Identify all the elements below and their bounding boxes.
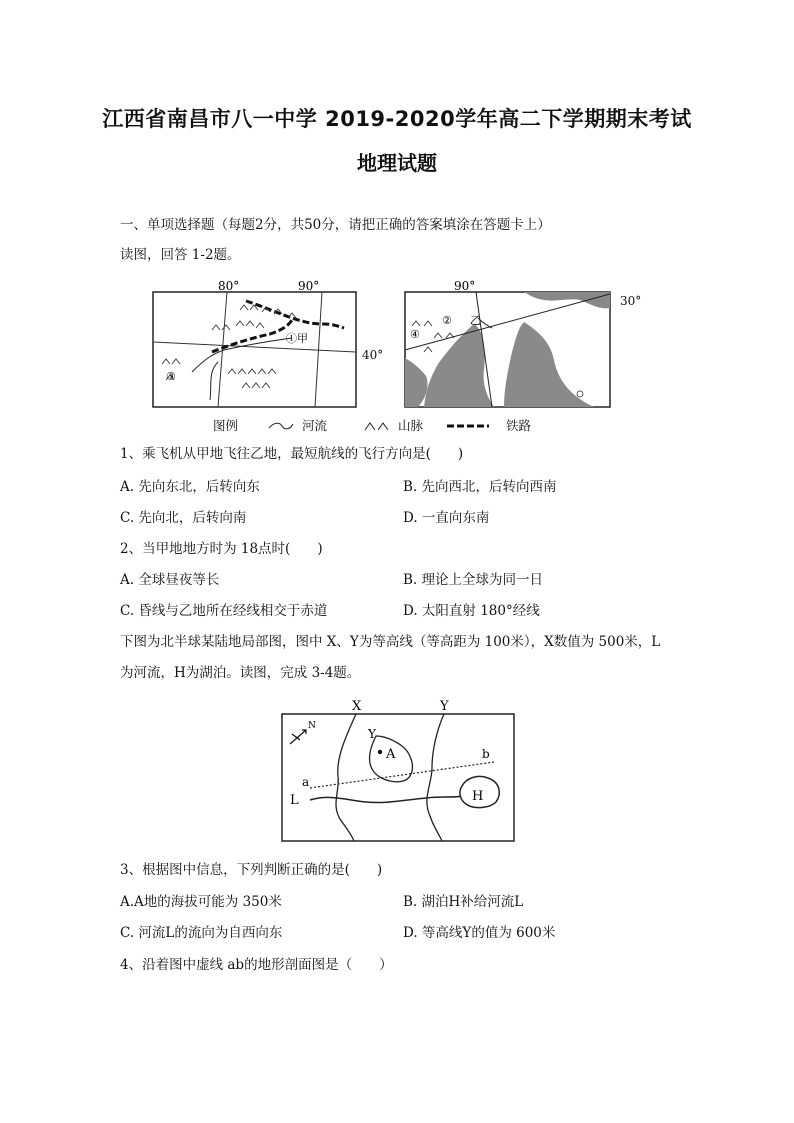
legend-mountain: 山脉 (398, 418, 424, 433)
legend-mountain-symbol (364, 420, 390, 432)
label-a-end: a (302, 775, 310, 789)
label-x: X (352, 699, 362, 714)
intro-q3-4-line1: 下图为北半球某陆地局部图，图中 X、Y为等高线（等高距为 100米），X数值为 500米，L (120, 634, 661, 650)
q2-option-d: D. 太阳直射 180°经线 (403, 603, 540, 619)
legend-river: 河流 (302, 418, 328, 433)
q3-option-d: D. 等高线Y的值为 600米 (403, 925, 556, 941)
label-80: 80° (218, 280, 240, 293)
section-header: 一、单项选择题（每题2分，共50分，请把正确的答案填涂在答题卡上） (120, 217, 551, 233)
q1-option-b: B. 先向西北，后转向西南 (403, 479, 557, 495)
contour-map (276, 696, 520, 846)
label-n: N (308, 721, 316, 731)
legend-title: 图例 (213, 418, 239, 433)
intro-q3-4-line2: 为河流，H为湖泊。读图，完成 3-4题。 (120, 665, 361, 681)
q3-option-b: B. 湖泊H补给河流L (403, 894, 524, 910)
label-h: H (472, 789, 484, 804)
label-l: L (290, 793, 299, 808)
q1-option-d: D. 一直向东南 (403, 510, 490, 526)
point-a-marker (378, 750, 382, 754)
label-yi: 乙 (470, 314, 481, 327)
label-y-inner: Y (368, 727, 376, 741)
label-3: ③ (166, 370, 176, 383)
legend-railway: 铁路 (506, 418, 532, 433)
q1-option-a: A. 先向东北，后转向东 (120, 479, 260, 495)
q2-stem: 2、当甲地地方时为 18点时( ) (120, 541, 323, 557)
label-jia: ①甲 (286, 332, 308, 345)
label-90-left: 90° (298, 280, 320, 293)
legend-river-symbol (268, 420, 294, 432)
island (577, 391, 583, 397)
legend-railway-symbol (446, 420, 490, 432)
q4-stem: 4、沿着图中虚线 ab的地形剖面图是（ ） (120, 957, 393, 973)
intro-q1-2: 读图，回答 1-2题。 (120, 247, 241, 263)
map-2 (404, 280, 614, 410)
map-1 (152, 280, 358, 410)
q3-stem: 3、根据图中信息，下列判断正确的是( ) (120, 862, 383, 878)
label-30: 30° (620, 294, 642, 308)
q2-option-b: B. 理论上全球为同一日 (403, 572, 544, 588)
page-subtitle: 地理试题 (357, 151, 437, 175)
q3-option-c: C. 河流L的流向为自西向东 (120, 925, 283, 941)
map-1-frame (153, 292, 356, 407)
label-b-end: b (482, 747, 490, 761)
label-a-point: A (386, 747, 396, 762)
q2-option-c: C. 昏线与乙地所在经线相交于赤道 (120, 603, 328, 619)
label-y-top: Y (440, 699, 449, 714)
q1-option-c: C. 先向北，后转向南 (120, 510, 247, 526)
q1-stem: 1、乘飞机从甲地飞往乙地，最短航线的飞行方向是( ) (120, 446, 464, 462)
q3-option-a: A.A地的海拔可能为 350米 (120, 894, 282, 910)
label-2: ② (442, 314, 452, 327)
label-90-right: 90° (454, 280, 476, 293)
label-40: 40° (362, 348, 384, 362)
q2-option-a: A. 全球昼夜等长 (120, 572, 220, 588)
page-title: 江西省南昌市八一中学 2019-2020学年高二下学期期末考试 (102, 107, 692, 131)
label-4: ④ (410, 328, 420, 341)
